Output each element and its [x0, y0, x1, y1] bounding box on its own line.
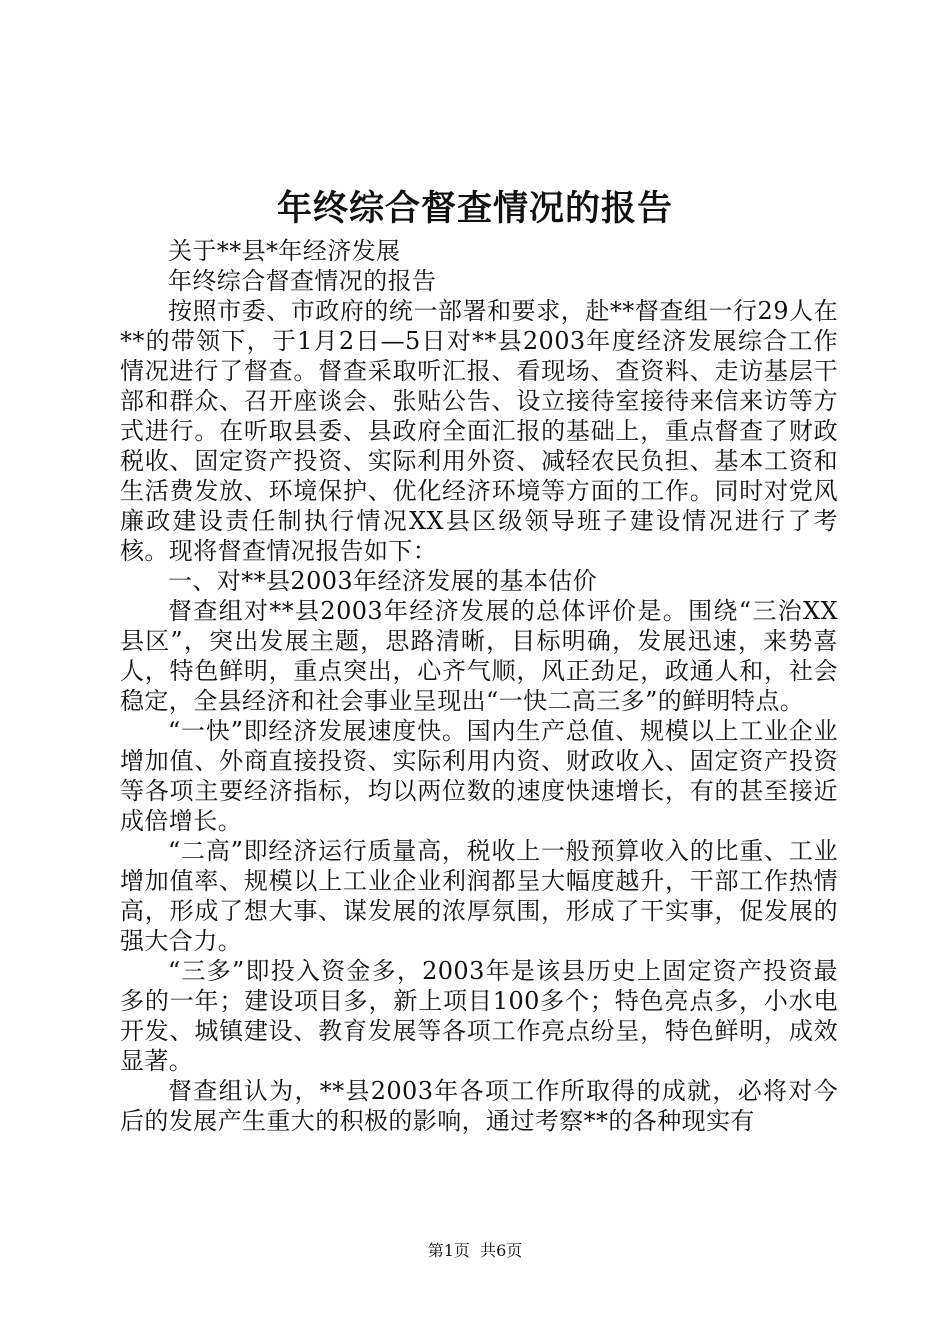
body-paragraph: 按照市委、市政府的统一部署和要求，赴**督查组一行29人在**的带领下，于1月2日—5日对**县2003年度经济发展综合工作情况进行了督查。督查采取听汇报、看现场、查资料、走访基层干部和群众、召开座谈会、张贴公告、设立接待室接待来信来访等方式进行。在听取县委、县政府全面汇报的基础上，重点督查了财政税收、固定资产投资、实际利用外资、减轻农民负担、基本工资和生活费发放、环境保护、优化经济环境等方面的工作。同时对党风廉政建设责任制执行情况XX县区级领导班子建设情况进行了考核。现将督查情况报告如下：: [120, 297, 838, 565]
body-paragraph: 督查组对**县2003年经济发展的总体评价是。围绕“三治XX县区”，突出发展主题，思路清晰，目标明确，发展迅速，来势喜人，特色鲜明，重点突出，心齐气顺，风正劲足，政通人和，社会稳定，全县经济和社会事业呈现出“一快二高三多”的鲜明特点。: [120, 597, 838, 715]
body-paragraph: “三多”即投入资金多，2003年是该县历史上固定资产投资最多的一年；建设项目多，新上项目100多个；特色亮点多，小水电开发、城镇建设、教育发展等各项工作亮点纷呈，特色鲜明，成效显著。: [120, 957, 838, 1075]
page-number: 第1页: [427, 1241, 470, 1260]
subtitle-line-1: 关于**县*年经济发展: [168, 237, 401, 265]
footer-spacer: [470, 1241, 480, 1260]
subtitle-line-2: 年终综合督查情况的报告: [168, 267, 437, 295]
page-footer: [0, 1240, 950, 1262]
body-paragraph: “一快”即经济发展速度快。国内生产总值、规模以上工业企业增加值、外商直接投资、实际利用内资、财政收入、固定资产投资等各项主要经济指标，均以两位数的速度快速增长，有的甚至接近成倍增长。: [120, 717, 838, 835]
body-paragraph: 督查组认为，**县2003年各项工作所取得的成就，必将对今后的发展产生重大的积极的影响，通过考察**的各种现实有: [120, 1077, 838, 1135]
page-total: 共6页: [480, 1241, 523, 1260]
document-title: 年终综合督查情况的报告: [276, 188, 673, 229]
section-heading: 一、对**县2003年经济发展的基本估价: [168, 567, 598, 595]
document-body: [120, 236, 838, 1136]
body-paragraph: “二高”即经济运行质量高，税收上一般预算收入的比重、工业增加值率、规模以上工业企业利润都呈大幅度越升，干部工作热情高，形成了想大事、谋发展的浓厚氛围，形成了干实事，促发展的强大合力。: [120, 837, 838, 955]
